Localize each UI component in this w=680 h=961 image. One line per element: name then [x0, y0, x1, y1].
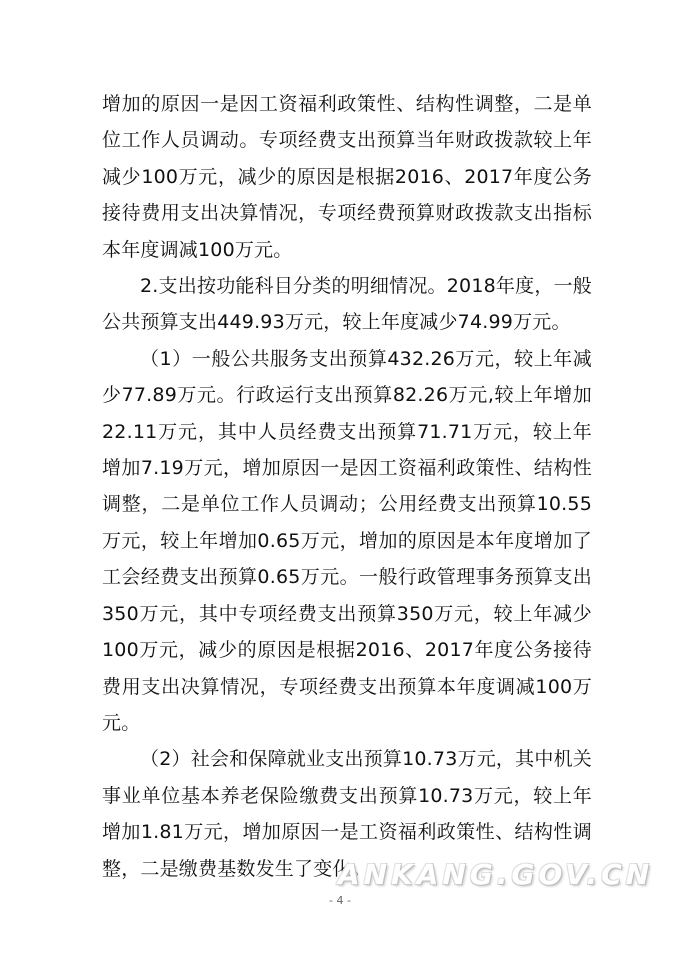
paragraph-continuation: 增加的原因一是因工资福利政策性、结构性调整，二是单位工作人员调动。专项经费支出预算当年财政拨款较上年减少100万元，减少的原因是根据2016、2017年度公务接待费用支出决算情况，专项经费预算财政拨款支出指标本年度调减100万元。 [102, 93, 592, 261]
document-body [102, 86, 592, 887]
paragraph-social-security: （2）社会和保障就业支出预算10.73万元，其中机关事业单位基本养老保险缴费支出预算10.73万元，较上年增加1.81万元，增加原因一是工资福利政策性、结构性调整，二是缴费基数发生了变化。 [102, 748, 592, 880]
page-number: - 4 - [329, 894, 351, 907]
site-watermark: ANKANG.GOV.CN [338, 858, 654, 891]
paragraph-general-public-services: （1）一般公共服务支出预算432.26万元，较上年减少77.89万元。行政运行支出预算82.26万元,较上年增加22.11万元，其中人员经费支出预算71.71万元，较上年增加7.19万元，增加原因一是因工资福利政策性、结构性调整，二是单位工作人员调动；公用经费支出预算10.55万元，较上年增加0.65万元，增加的原因是本年度增加了工会经费支出预算0.65万元。一般行政管理事务预算支出350万元，其中专项经费支出预算350万元，较上年减少100万元，减少的原因是根据2016、2017年度公务接待费用支出决算情况，专项经费支出预算本年度调减100万元。 [102, 347, 592, 734]
paragraph-functional-breakdown: 2.支出按功能科目分类的明细情况。2018年度，一般公共预算支出449.93万元，较上年度减少74.99万元。 [102, 275, 592, 334]
